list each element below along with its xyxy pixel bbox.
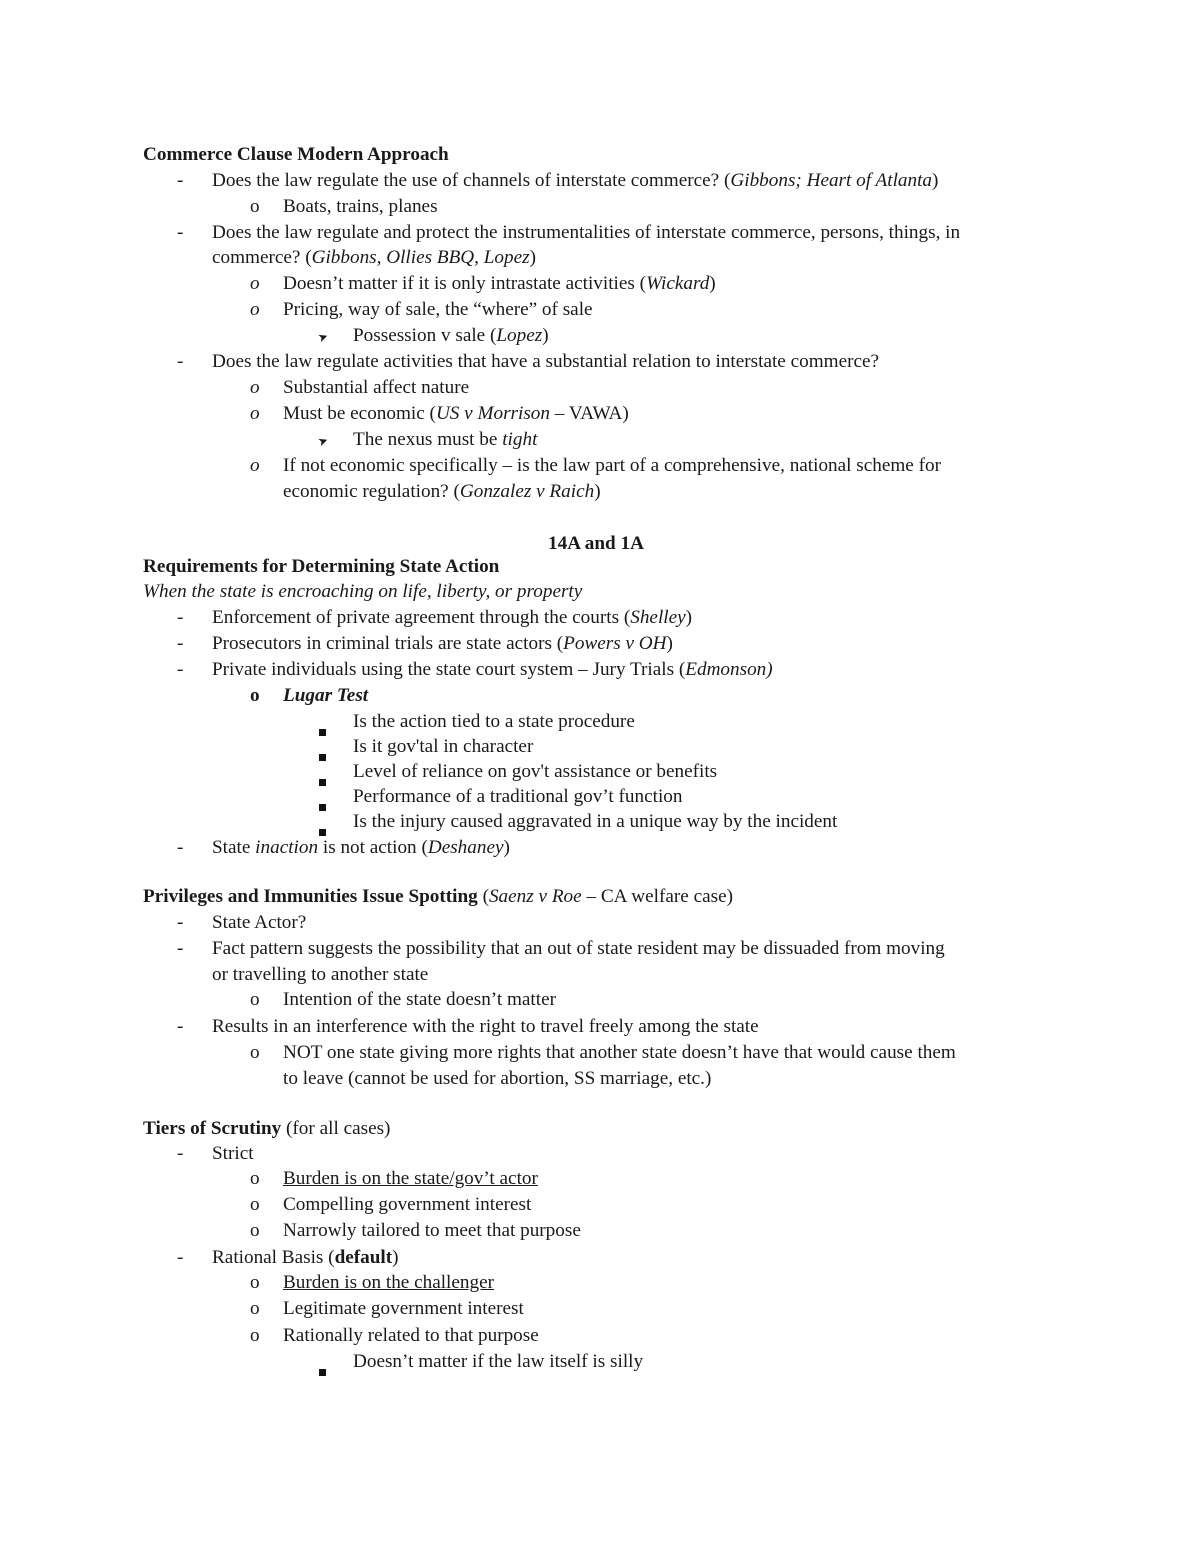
text-run: ) (542, 325, 549, 346)
circle-bullet-icon: o (250, 403, 260, 424)
dash-bullet-icon: - (177, 1016, 184, 1037)
text-run: Powers v OH (563, 633, 667, 654)
dash-bullet-icon: - (177, 1143, 184, 1164)
circle-bullet-icon: o (250, 196, 260, 217)
text-run: Possession v sale ( (353, 325, 497, 346)
text-line (212, 911, 306, 935)
text-run: ) (709, 273, 716, 294)
text-run: Rational Basis ( (212, 1247, 335, 1268)
text-run: Results in an interference with the right to travel freely among the state (212, 1016, 759, 1037)
text-run: default (334, 1247, 393, 1268)
text-line (143, 1117, 390, 1141)
dash-bullet-icon: - (177, 351, 184, 372)
text-run: Edmonson) (685, 659, 773, 680)
text-line (212, 963, 428, 987)
text-line (353, 324, 549, 348)
text-run: or travelling to another state (212, 964, 429, 985)
text-run: When the state is encroaching on life, liberty, or property (143, 581, 583, 602)
dash-bullet-icon: - (177, 912, 184, 933)
text-line (212, 1246, 399, 1270)
text-run: Is the injury caused aggravated in a unique way by the incident (353, 811, 838, 832)
text-run: State (212, 837, 256, 858)
dash-bullet-icon: - (177, 1247, 184, 1268)
text-run: Pricing, way of sale, the “where” of sale (283, 299, 593, 320)
arrow-bullet-icon: ➤ (315, 328, 331, 346)
text-run: Gibbons, Ollies BBQ, Lopez (311, 247, 530, 268)
text-run: Prosecutors in criminal trials are state actors ( (212, 633, 564, 654)
text-run: Does the law regulate the use of channels of interstate commerce? ( (212, 170, 731, 191)
circle-bullet-icon: o (250, 1194, 260, 1215)
text-line (283, 988, 556, 1012)
text-run: The nexus must be (353, 429, 503, 450)
text-run: Substantial affect nature (283, 377, 470, 398)
text-run: Deshaney (427, 837, 504, 858)
text-run: Is the action tied to a state procedure (353, 711, 635, 732)
text-line (212, 350, 879, 374)
text-line (212, 1142, 254, 1166)
text-line (548, 532, 644, 556)
text-line (143, 580, 582, 604)
text-run: Burden is on the state/gov’t actor (283, 1168, 538, 1189)
circle-bullet-icon: o (250, 1325, 260, 1346)
text-run: – VAWA) (550, 403, 629, 424)
text-run: Compelling government interest (283, 1194, 532, 1215)
text-line (212, 937, 945, 961)
text-run: NOT one state giving more rights that another state doesn’t have that would cause them (283, 1042, 956, 1063)
text-line (283, 1067, 711, 1091)
text-run: Doesn’t matter if the law itself is silly (353, 1351, 644, 1372)
text-run: Lugar Test (283, 685, 369, 706)
text-run: Is it gov'tal in character (353, 736, 534, 757)
text-line (143, 143, 449, 167)
circle-bullet-icon: o (250, 1220, 260, 1241)
text-line (212, 221, 960, 245)
text-run: US v Morrison (435, 403, 550, 424)
text-line (212, 836, 510, 860)
dash-bullet-icon: - (177, 222, 184, 243)
circle-bullet-icon: o (250, 377, 260, 398)
text-run: 14A and 1A (548, 533, 644, 554)
text-run: Gibbons; Heart of Atlanta (730, 170, 933, 191)
circle-bullet-icon: o (250, 273, 260, 294)
dash-bullet-icon: - (177, 633, 184, 654)
dash-bullet-icon: - (177, 170, 184, 191)
dash-bullet-icon: - (177, 837, 184, 858)
text-run: Level of reliance on gov't assistance or benefits (353, 761, 718, 782)
text-run: Does the law regulate and protect the instrumentalities of interstate commerce, persons, things, in (212, 222, 961, 243)
text-line (212, 658, 773, 682)
text-run: Strict (212, 1143, 254, 1164)
text-run: Rationally related to that purpose (283, 1325, 539, 1346)
text-run: (for all cases) (281, 1118, 391, 1139)
text-line (353, 735, 533, 759)
text-line (283, 454, 941, 478)
text-run: Private individuals using the state court system – Jury Trials ( (212, 659, 686, 680)
text-run: Legitimate government interest (283, 1298, 524, 1319)
text-line (283, 376, 469, 400)
text-line (283, 1297, 524, 1321)
text-run: commerce? ( (212, 247, 312, 268)
text-line (283, 1219, 581, 1243)
text-run: Does the law regulate activities that have a substantial relation to interstate commerce? (212, 351, 880, 372)
text-run: Shelley (630, 607, 686, 628)
text-line (143, 885, 733, 909)
circle-bullet-icon: o (250, 1042, 260, 1063)
text-run: – CA welfare case) (581, 886, 733, 907)
circle-bullet-icon: o (250, 989, 260, 1010)
text-line (212, 169, 938, 193)
text-line (212, 246, 536, 270)
text-run: Tiers of Scrutiny (143, 1118, 282, 1139)
circle-bullet-icon: o (250, 299, 260, 320)
text-run: economic regulation? ( (283, 481, 460, 502)
text-line (212, 632, 673, 656)
text-run: Doesn’t matter if it is only intrastate activities ( (283, 273, 647, 294)
text-run: Privileges and Immunities Issue Spotting (143, 886, 478, 907)
square-bullet-icon (319, 769, 326, 793)
square-bullet-icon (319, 719, 326, 743)
text-run: Narrowly tailored to meet that purpose (283, 1220, 581, 1241)
circle-bullet-icon: o (250, 1298, 260, 1319)
text-line (283, 1167, 538, 1191)
text-run: Boats, trains, planes (283, 196, 438, 217)
text-run: Burden is on the challenger (283, 1272, 494, 1293)
square-bullet-icon (319, 794, 326, 818)
text-line (283, 272, 716, 296)
text-run: Requirements for Determining State Action (143, 556, 500, 577)
text-run: Fact pattern suggests the possibility that an out of state resident may be dissuaded from moving (212, 938, 945, 959)
text-run: ) (685, 607, 693, 628)
text-line (283, 1193, 531, 1217)
dash-bullet-icon: - (177, 938, 184, 959)
text-line (283, 298, 593, 322)
text-run: ) (392, 1247, 399, 1268)
text-line (283, 1271, 494, 1295)
text-line (353, 710, 635, 734)
text-run: Commerce Clause Modern Approach (143, 144, 449, 165)
text-line (353, 1350, 643, 1374)
text-run: ) (594, 481, 601, 502)
text-run: ( (477, 886, 489, 907)
text-run: ) (666, 633, 673, 654)
text-line (353, 428, 537, 452)
text-run: Gonzalez v Raich (459, 481, 595, 502)
text-run: to leave (cannot be used for abortion, SS marriage, etc.) (283, 1068, 712, 1089)
circle-bullet-icon: o (250, 455, 260, 476)
text-run: Wickard (646, 273, 710, 294)
text-run: ) (529, 247, 536, 268)
text-run: Performance of a traditional gov’t function (353, 786, 683, 807)
text-line (143, 555, 499, 579)
text-line (212, 606, 692, 630)
text-run: Must be economic ( (283, 403, 436, 424)
square-bullet-icon (319, 1359, 326, 1383)
dash-bullet-icon: - (177, 659, 184, 680)
text-line (283, 480, 601, 504)
text-run: Saenz v Roe (488, 886, 582, 907)
text-run: inaction (255, 837, 319, 858)
text-run: tight (502, 429, 538, 450)
text-run: is not action ( (318, 837, 428, 858)
text-line (283, 402, 629, 426)
text-run: If not economic specifically – is the law part of a comprehensive, national scheme for (283, 455, 941, 476)
text-run: Intention of the state doesn’t matter (283, 989, 556, 1010)
text-run: State Actor? (212, 912, 307, 933)
dash-bullet-icon: - (177, 607, 184, 628)
arrow-bullet-icon: ➤ (315, 432, 331, 450)
text-line (212, 1015, 759, 1039)
text-line (283, 684, 368, 708)
text-run: ) (503, 837, 510, 858)
text-line (283, 195, 438, 219)
text-line (283, 1041, 956, 1065)
text-line (353, 810, 837, 834)
circle-bullet-icon: o (250, 1272, 260, 1293)
text-run: Lopez (496, 325, 543, 346)
square-bullet-icon (319, 744, 326, 768)
circle-bullet-icon: o (250, 685, 260, 706)
circle-bullet-icon: o (250, 1168, 260, 1189)
text-run: Enforcement of private agreement through the courts ( (212, 607, 631, 628)
text-line (353, 785, 682, 809)
text-line (283, 1324, 539, 1348)
text-run: ) (932, 170, 939, 191)
text-line (353, 760, 717, 784)
